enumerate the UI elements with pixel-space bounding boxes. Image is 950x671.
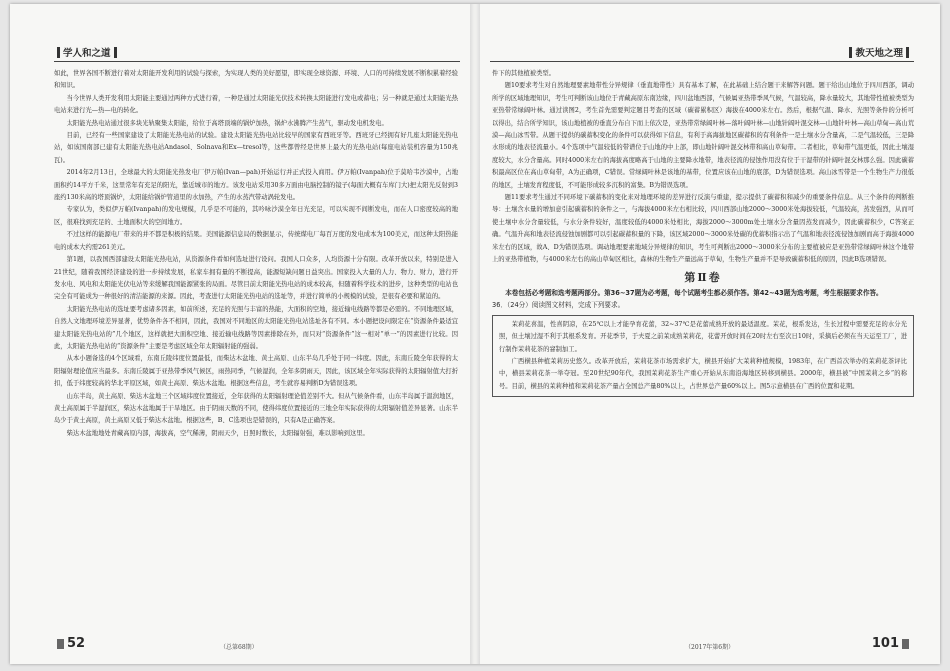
running-head-title: 学人和之道 [63,48,111,59]
running-head-title: 教天地之理 [855,48,903,59]
paragraph: 题11要求考生通过不同环境下碳蓄积的变化来对地理环境的差异进行反演与重建，提示提供了碳蓄积和减少的重要条件信息。从三个条件的判断推导：土壤含水量的增加意引起碳蓄积的条件之一，与海拔4000米左右相比较，四川西部山地2000～3000米处海拔较低，气温较高，蒸发强烈，从而可使土壤中水分含量较低，与水分条件较好，温度较低的4000米处相比，海拔2000～3000m处土壤水分含量因蒸发而减少，因此碳蓄积少，C答案正确。气温升高和地表径流侵蚀加剧都可以引起碳蓄积量的下降，该区域2000～3000米处碳的优蓄积指示出了气温和地表径流侵蚀加剧而高于海拔4000米左右的区域，故A、D为错误选项。调动地理要素地域分异规律的知识，考生可判断出2000～3000米分布的主要植被应是亚热带常绿阔叶林这个地带上的亚热带植物，与4000米左右的高山草甸区相比，森林的生物生产量远高于草甸，生物生产量并不是导致碳蓄积低的原因，因此B选项错误。 [492,194,914,264]
paragraph: 山东半岛，黄土高原、柴达木盆地三个区域纬度位置接近，全年获得的太阳辐射理论值差别不大。但从气候条件看，山东半岛属于温润地区，黄土高原属于半湿润区，柴达木盆地属于干旱地区。由于阴雨天数的不同，使得纬度位置接近的三地全年实际获得的太阳辐射值差异显著。山东半岛少于黄土高原，黄土高原又低于柴达木盆地。根据这些，B、C选项也是错误的，只有A是正确答案。 [54,392,458,425]
instructions [492,287,914,299]
paragraph: 如此，世界各国不断进行着对太阳能开发利用的试验与探索，为实现人类的美好愿望，即实现全球资源、环境、人口的可持续发展不断积累着经验和知识。 [54,70,458,90]
paragraph: 从本小题备选的4个区域看，东南丘陵纬度位置最低，而柴达木盆地、黄土高原、山东半岛几乎处于同一纬度。因此，东南丘陵全年获得的太阳辐射理论值应当最多。东南丘陵属于亚热带季风气候区，雨热同季，气候湿润，全年多阴雨天，因此，该区域全年实际获得的太阳辐射值大打折扣，低于纬度较高的华北平原区域，如黄土高原、柴达木盆地。根据这些信息，考生就容易判断D为错误选项。 [54,355,458,388]
issue-note: （2017年第6期） [685,644,735,651]
paragraph: 不过这样的能源电厂带来的并不都是积极的结果。美国能源信息局的数据显示，传统煤电厂每百万度的发电成本为100美元，而这种太阳热能电的成本大约需261美元。 [54,231,458,251]
page-number-left [54,636,85,651]
paragraph: 件下的其他植被类型。 [492,70,555,77]
left-page [10,4,470,664]
material-paragraph: 广西横县种植茉莉历史悠久。改革开放后，茉莉花茶市场需求扩大，横县开始扩大茉莉种植规模，1983年，在广西首次举办的茉莉花茶评比中，横县茉莉花茶一举夺冠。至20世纪90年代，我国茉莉花茶生产重心开始从东南沿海地区转移到横县。2000年，横县被“中国茉莉之乡”的称号。目前，横县的茉莉种植和茉莉花茶产量占全国总产量80%以上，占世界总产量60%以上。图5示意横县在广西的位置和花期。 [499,357,907,390]
right-page [480,4,940,664]
paragraph: 柴达木盆地地处青藏高原内部，海拔高，空气稀薄，阴雨天少，日照时数长，太阳辐射强，难以影响到这里。 [66,429,369,437]
left-body-text [54,68,458,440]
paragraph: 第1题，以我国西部建设太阳能光热电站，从资源条件看如何选址进行设问。我国人口众多，人均资源十分有限。改革开放以来，特别是进入21世纪，随着我国经济建设的进一步持续发展，私家车拥有量的不断提高，能源短缺问题日益突出。国家投入大量的人力、物力、财力，进行开发水电、风电和太阳能光伏电站等来缓解我国能源紧张的局面。尽管目前太阳能光热电站的成本较高，但随着科学技术的进步，这种类型的电站也完全有可能成为一种很好的清洁能源的来源。因此，考查进行太阳能光热电站的选址等，并进行简单的小规模的试验，是很有必要和紧迫的。 [54,256,458,301]
question-label: 36．（24分）阅读图文材料，完成下列要求。 [492,301,625,310]
header-bar-icon [57,47,60,58]
page-number-right [872,636,912,651]
paragraph: 太阳能光热电站通过很多块光轨聚集太阳能，给位于高塔顶端的锅炉加热，锅炉水沸腾产生蒸气，驱动发电机发电。 [66,119,388,127]
header-bar-icon [906,47,909,58]
page-number: 101 [871,636,899,651]
page-number: 52 [67,636,86,651]
issue-note: （总第68期） [220,644,258,651]
section-title: 第Ⅱ卷 [684,270,722,284]
paragraph: 2014年2月13日，全球最大的太阳能光热发电厂伊万帕(Ivan—pah)开始运行并正式投入商用。伊万帕(Ivanpah)位于莫哈韦沙漠中，占地面积约14平方千米，这里常年有充足的阳光，靠近城市的地方。该发电站采用30多万面由电脑控制的镜子(每面大概有车库门大)把太阳光反射到3座约130米高的塔顶锅炉，太阳能给锅炉管道里的水加热，产生的水蒸汽带动涡轮发电。 [54,169,458,202]
reading-material-box [492,315,914,397]
paragraph: 太阳能光热电站的选址要考虑诸多因素，如前所述，充足的光照与丰富的热能，大面积的空地，接近输电线路等都是必需的。不同地理区域，自然人文地理环境差异显著，优势条件各不相同，因此，我国对不同地区的太阳能光热电站选址各有不同。本小题把设问限定在“资源条件最适宜建太阳能光热电站的”几个地区，这样就把大面积空地、接近输电线路等因素排除在外，而只对“资源条件”这一相对“单一”的因素进行比较。因此，太阳能光热电站的“资源条件”主要是考虑区域全年太阳辐射能的强弱。 [54,305,458,350]
header-bar-icon [849,47,852,58]
header-bar-icon [114,47,117,58]
paragraph: 当今世界人类开发利用太阳能主要通过两种方式进行着，一种是通过太阳能光伏技术转换太阳能进行发电或蓄电；另一种就是通过太阳能光热电站来进行光—热—电的转化。 [54,94,458,115]
paragraph: 专家认为，类似伊万帕(Ivanpah)的发电规模，几乎是不可能的，其吟咏沙漠全年日光充足，可以实现不间断发电，而在人口密度较高的地区，很难找到充足的、土地面积大的空间地方。 [54,206,458,226]
folio-block-icon [57,639,64,649]
paragraph: 目前，已经有一些国家建设了太阳能光热电站的试验。建设太阳能光热电站比较早的国家有西班牙等。西班牙已经拥有好几座太阳能光热电站，如该国南部已建有太阳能光热电站Andasol、Solnava和Ex—tresol等，这些都曾经是世界上最大的光热电站(每座电站装机容量为150兆瓦)。 [54,132,458,164]
instruction-text: 本卷包括必考题和选考题两部分。第36~37题为必考题，每个试题考生都必须作答。第42~43题为选考题，考生根据要求作答。 [505,288,883,297]
running-head-left [54,44,120,60]
page-gutter [470,4,480,664]
running-head-right [846,44,912,60]
folio-block-icon [902,639,909,649]
header-rule [54,61,460,62]
material-paragraph: 茉莉花喜温，性喜阴凉，在25℃以上才能孕育花蕾，32~37℃是花蕾成熟开放的最适温度。茉花，根系发达，生长过程中需要充足的水分光照，但土壤过湿不利于其根系发育。开花季节，于夫夏之前茉成熟茉莉花，花蕾开放时间在20时左右至次日10时，采摘后必须在当天运至工厂，进行制作茉莉花茶的窨制加工。 [499,320,907,353]
header-rule [490,61,914,62]
magazine-spread [10,4,940,664]
paragraph: 题10要求考生对自然地理要素地带性分异规律（垂直地带性）具有基本了解，在此基础上结合题干来解答问题。题干给出山地位于四川西部，调动所学的区域地理知识，考生可判断该山地位于青藏高原东南边缘，四川盆地西部，气候属亚热带季风气候，气温较高，降水量较大，其地带性植被类型为亚热带常绿阔叶林。通过读图2，考生首先需要判定题目考查的区域（碳蓄累积区）海拔在4000米左右。然后，根据气温、降水、光照等条件的分析可以得出，结合所学知识，该山地植被的垂直分布自下而上依次是，亚热带常绿阔叶林—落叶阔叶林—山地针阔叶混交林—山地针叶林—高山草甸—高山荒漠—高山冰雪带。从题干提供的碳蓄积变化的条件可以获得如下信息，有利于高海拔地区碳蓄积的有利条件一是土壤水分含量高，二是气温较低，三是降水形成的地表径流量小。4个选项中气温较低的带谱位于山地的中上部，即山地针阔叶混交林带和高山草甸带。二者相比，草甸带气温更低，因此土壤湿度较大，水分含量高。同时4000米左右的海拔高度略高于山地的主要降水地带，地表径流的侵蚀作用没有位于干湿带的针阔叶混交林那么强。因此碳蓄积最高区位在高山草甸带，A为正确项，C错误。常绿阔叶林是该地的基带，位置应该在山地的底部，D为错误选项。高山冰雪带是一个生物生产力很低的地区，土壤发育程度低，不可能形成较多沉积的富集。B为错误选项。 [492,82,914,189]
right-body-text [492,68,914,397]
